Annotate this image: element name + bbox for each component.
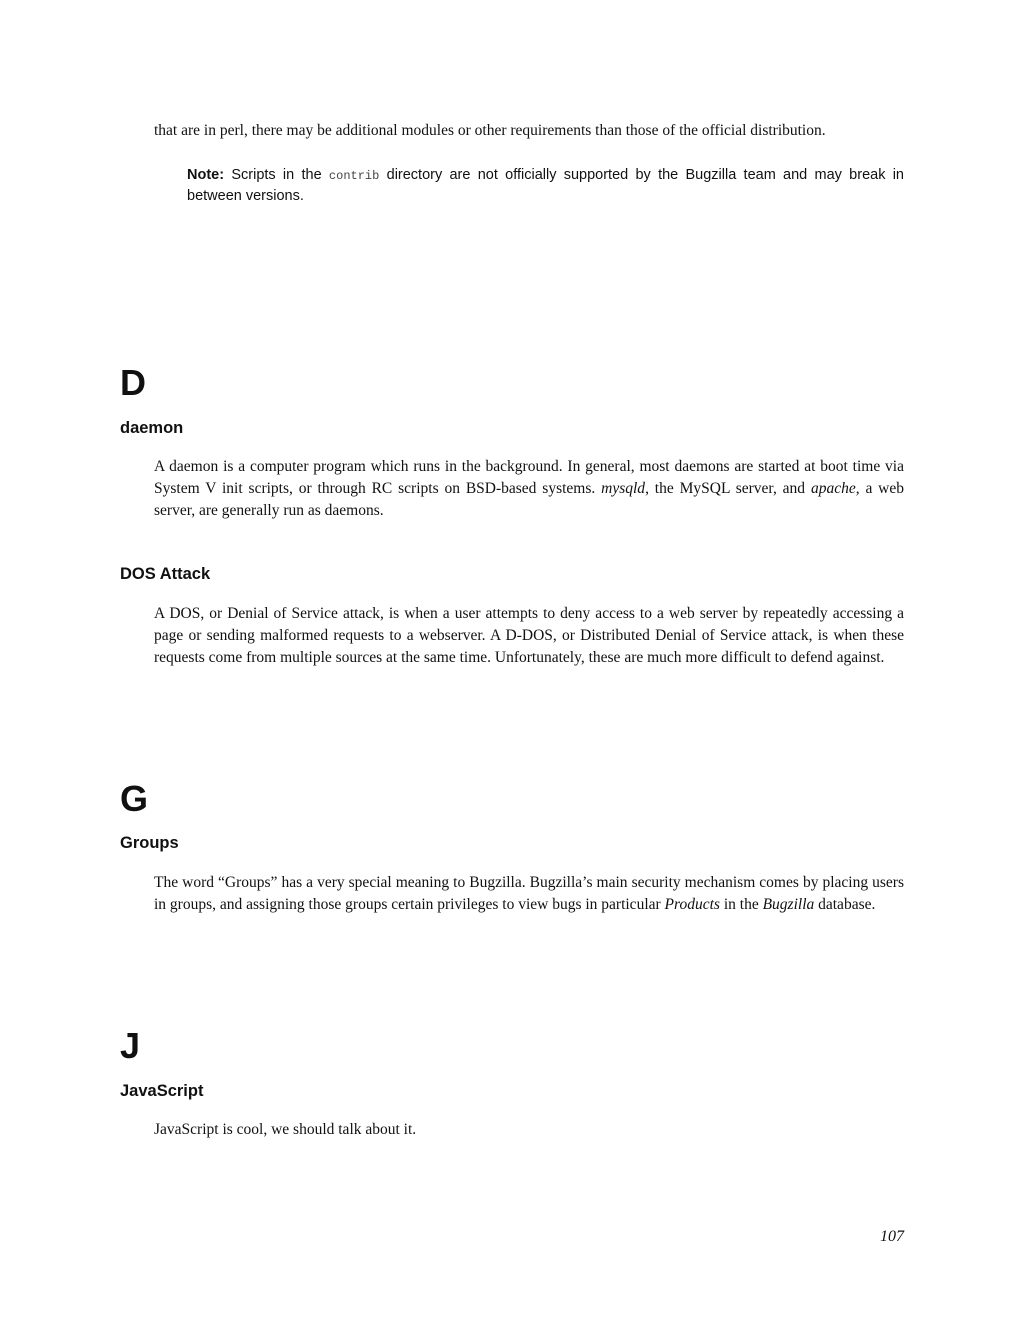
term-dos-attack: DOS Attack <box>120 565 211 583</box>
note-text-after: directory are not officially supported by the Bugzilla team and may break in between versions. <box>187 167 905 204</box>
term-javascript: JavaScript <box>120 1082 204 1100</box>
groups-em-products: Products <box>664 896 720 913</box>
definition-dos-attack: A DOS, or Denial of Service attack, is when a user attempts to deny access to a web server by repeatedly accessing a page or sending malformed requests to a webserver. A D-DOS, or Distributed Denial of Service attack, is when these requests come from multiple sources at the same time. Unfortunately, these are much more difficult to defend against. <box>154 605 904 666</box>
note-code: contrib <box>328 169 380 183</box>
groups-text-1: The word “Groups” has a very special meaning to Bugzilla. Bugzilla’s main security mechanism comes by placing users in groups, and assigning those groups certain privileges to view bugs in particular <box>154 874 904 913</box>
definition-daemon <box>154 456 904 522</box>
term-groups: Groups <box>120 834 179 852</box>
definition-javascript: JavaScript is cool, we should talk about it. <box>154 1121 417 1138</box>
daemon-em-apache: apache <box>810 480 856 497</box>
intro-paragraph: that are in perl, there may be additional modules or other requirements than those of the official distribution. <box>154 122 826 139</box>
note-text-before: Scripts in the <box>231 167 322 183</box>
note-label: Note: <box>187 167 225 183</box>
page-number: 107 <box>880 1228 904 1245</box>
term-daemon: daemon <box>120 419 184 437</box>
section-letter-d: D <box>120 362 146 403</box>
note-block <box>187 165 904 206</box>
daemon-text-3: , a web server, are generally run as daemons. <box>154 480 905 519</box>
groups-text-2: in the <box>723 896 759 913</box>
section-letter-g: G <box>120 778 149 819</box>
groups-em-bugzilla: Bugzilla <box>762 896 815 913</box>
definition-groups <box>154 872 904 916</box>
daemon-text-2: , the MySQL server, and <box>645 480 806 497</box>
groups-text-3: database. <box>818 896 876 913</box>
section-letter-j: J <box>120 1025 141 1066</box>
daemon-em-mysqld: mysqld <box>601 480 646 497</box>
daemon-text-1: A daemon is a computer program which runs in the background. In general, most daemons are started at boot time via System V init scripts, or through RC scripts on BSD-based systems. <box>154 458 904 497</box>
